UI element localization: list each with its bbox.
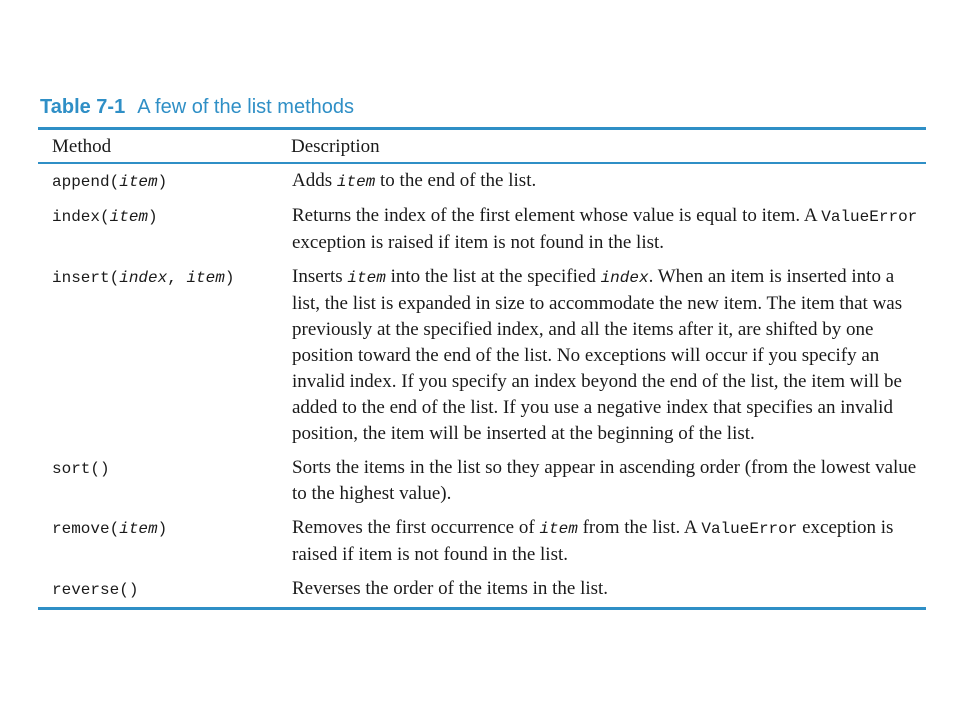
description-cell <box>291 572 926 607</box>
description-text: Adds <box>292 170 337 191</box>
description-text: exception is raised if item is not found in the list. <box>292 232 665 253</box>
description-cell <box>291 199 926 260</box>
description-text: Inserts <box>292 266 348 287</box>
description-cell <box>291 451 926 511</box>
code-text: item <box>347 269 386 287</box>
description-text: to the end of the list. <box>375 170 537 191</box>
method-text: , <box>167 269 187 287</box>
method-text: insert( <box>52 269 120 287</box>
method-text: item <box>186 269 225 287</box>
method-text: reverse() <box>52 581 139 599</box>
description-cell <box>291 260 926 451</box>
table-body <box>38 163 926 607</box>
method-cell <box>38 572 291 607</box>
description-text: into the list at the specified <box>385 266 601 287</box>
method-cell <box>38 511 291 572</box>
method-text: remove( <box>52 520 120 538</box>
table-row <box>38 451 926 511</box>
method-text: sort() <box>52 460 110 478</box>
table-row <box>38 199 926 260</box>
description-text: exception is raised if item is not found in the list. <box>292 517 894 565</box>
method-text: append( <box>52 173 120 191</box>
table-title: A few of the list methods <box>137 96 354 118</box>
code-text: ValueError <box>821 208 918 226</box>
method-text: index( <box>52 208 110 226</box>
header-description: Description <box>291 130 926 163</box>
code-text: ValueError <box>701 520 798 538</box>
method-cell <box>38 260 291 451</box>
method-text: item <box>119 520 158 538</box>
method-text: index <box>119 269 168 287</box>
description-cell <box>291 163 926 199</box>
description-text: Reverses the order of the items in the list. <box>292 578 609 599</box>
description-text: Sorts the items in the list so they appear in ascending order (from the lowest value to the highest value). <box>292 457 917 504</box>
table-row <box>38 572 926 607</box>
header-row <box>38 130 926 163</box>
header-method: Method <box>38 130 291 163</box>
method-text: ) <box>157 173 168 191</box>
table-row <box>38 163 926 199</box>
table-row <box>38 260 926 451</box>
method-text: item <box>119 173 158 191</box>
description-text: from the list. A <box>577 517 702 538</box>
table-caption <box>40 96 354 119</box>
methods-table-container <box>38 127 926 610</box>
description-text: Returns the index of the first element whose value is equal to item. A <box>292 205 822 226</box>
code-text: index <box>600 269 649 287</box>
code-text: item <box>539 520 578 538</box>
description-cell <box>291 511 926 572</box>
table-row <box>38 511 926 572</box>
method-text: ) <box>224 269 235 287</box>
method-text: item <box>109 208 149 226</box>
method-text: ) <box>157 520 168 538</box>
table-number: Table 7-1 <box>40 96 126 118</box>
method-cell <box>38 451 291 511</box>
methods-table <box>38 130 926 607</box>
method-text: ) <box>148 208 158 226</box>
method-cell <box>38 163 291 199</box>
method-cell <box>38 199 291 260</box>
description-text: Removes the first occurrence of <box>292 517 540 538</box>
code-text: item <box>336 173 376 191</box>
description-text: . When an item is inserted into a list, the list is expanded in size to accommodate the new item. The item that was previously at the specified index, and all the items after it, are shifted by one position toward the end of the list. No exceptions will occur if you specify an invalid index. If you specify an index beyond the end of the list, the item will be added to the end of the list. If you use a negative index that specifies an invalid position, the item will be inserted at the beginning of the list. <box>292 266 903 444</box>
